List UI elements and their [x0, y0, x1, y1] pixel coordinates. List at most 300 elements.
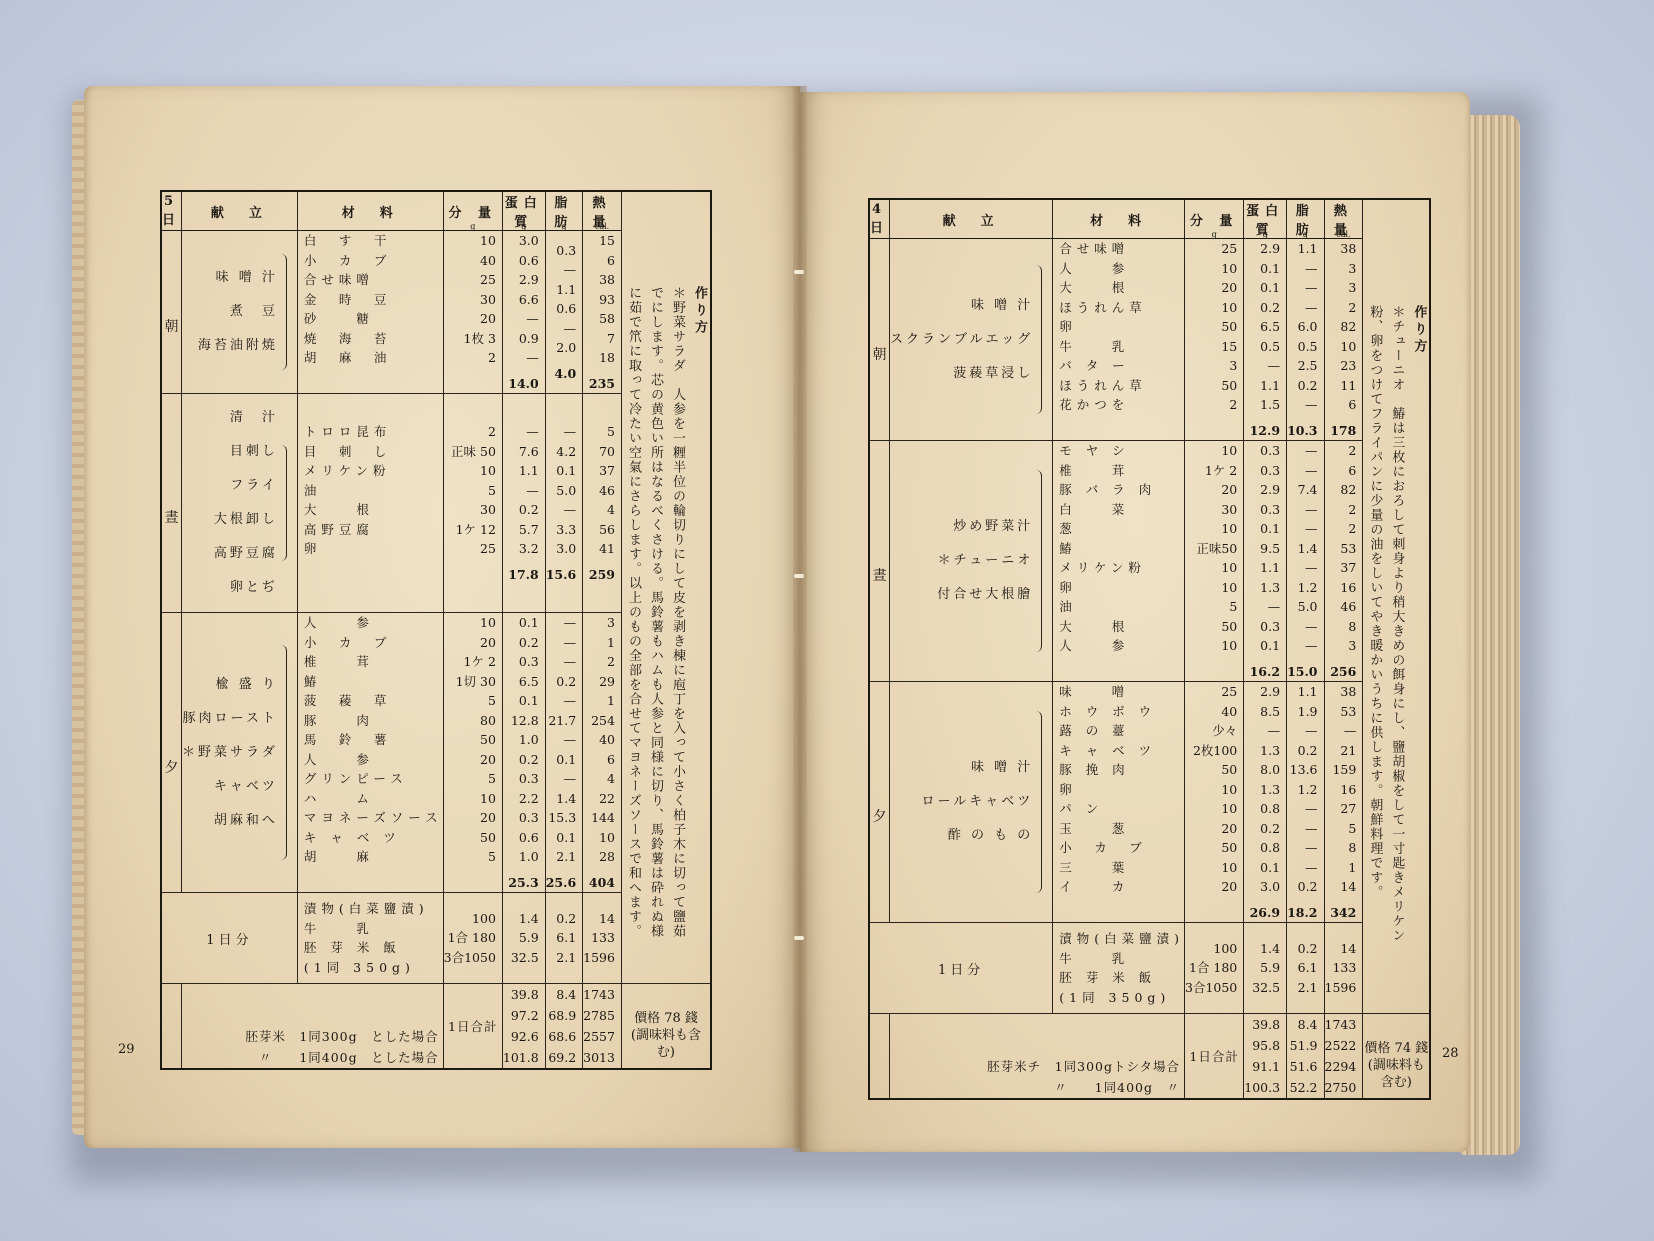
subtotal: 259: [588, 566, 615, 582]
amount-value: 10: [1221, 859, 1238, 875]
calorie-value: 159: [1332, 762, 1357, 777]
amount-value: 15: [1221, 338, 1238, 354]
dish-name: 煮 豆: [229, 304, 278, 319]
dish-name: 味 噌 汁: [970, 760, 1034, 775]
book-gutter: [793, 86, 807, 1152]
calorie-value: 1: [607, 693, 615, 708]
dish-name: 海苔油附焼: [197, 338, 278, 353]
amount-value: 5: [487, 849, 496, 864]
subtotal: 342: [1330, 904, 1357, 920]
protein-value: 2.9: [518, 272, 539, 287]
calorie-value: 144: [591, 810, 615, 825]
protein-value: 0.1: [1260, 280, 1281, 295]
ingredient: ハ ム: [303, 790, 374, 806]
calorie-value: 70: [599, 443, 615, 459]
ingredient: 砂 糖: [303, 311, 374, 326]
header-amount: 分 量 g: [1185, 199, 1244, 239]
protein-value: 7.6: [518, 443, 539, 459]
ingredient: 胡 麻 油: [303, 350, 392, 365]
daily-label: 1日分: [161, 893, 297, 984]
summary-description: 〃 1同400g 〃: [890, 1077, 1185, 1099]
right-menu-table: [868, 198, 1431, 1100]
ingredient: 油: [303, 482, 322, 498]
amount-value-column: [443, 231, 502, 394]
amount-value: 3: [1229, 358, 1238, 373]
fat-value: 1.2: [1297, 781, 1318, 797]
amount-value: 3合1050: [443, 949, 496, 965]
subtotal: 256: [1330, 663, 1357, 679]
calorie-value: 58: [599, 311, 615, 326]
ingredient: 合せ味噌: [303, 272, 374, 287]
calorie-value: 40: [599, 732, 615, 747]
fat-value: 2.0: [556, 340, 577, 356]
amount-value-column: [1185, 239, 1244, 441]
protein-value: —: [526, 424, 539, 439]
fat-value: —: [1305, 443, 1318, 458]
notes-body: ＊チューニオ 鰆は三枚におろして刺身より稍大きめの餌身にし、鹽胡椒をして一寸匙きメリケン粉、卵をつけてフライパンに少量の油をしいてやき暖かいうちに供します。朝鮮料理です。: [1367, 304, 1405, 943]
amount-value: 50: [1221, 618, 1238, 634]
amount-value: 正味50: [1196, 540, 1238, 556]
calorie-value: 38: [1340, 241, 1357, 256]
protein-value-column: [502, 394, 545, 613]
fat-value: 21.7: [548, 712, 577, 728]
brace-mark: [1036, 470, 1042, 652]
subtotal: 18.2: [1287, 904, 1318, 920]
ingredient: ホ ウ ボ ウ: [1059, 703, 1157, 719]
header-amount: 分 量 g: [443, 191, 502, 231]
protein-value: 0.3: [518, 771, 539, 786]
calories-total: 2557: [583, 1026, 622, 1047]
protein-value-column: [502, 231, 545, 394]
notes-body: ＊野菜サラダ 人参を一糎半位の輪切りにして皮を剥き棟に庖丁を入って小さく柏子木に切って鹽茹でにします。芯の黄色い所はなるべくさける。馬鈴薯もハムも人参と同様に切り、馬鈴薯は砕れぬ様に茹で笊に取って冷たい空氣にさらします。以上のもの全部を合せてマヨネーズソースで和へます。: [625, 285, 685, 939]
binding-stitch: [794, 574, 804, 578]
calorie-value: —: [1343, 723, 1357, 738]
ingredient: 人 参: [1059, 260, 1130, 276]
protein-value: 1.0: [518, 732, 539, 747]
brace-mark: [281, 254, 287, 370]
amount-value: 2枚100: [1192, 742, 1238, 758]
dish-name: 菠薐草浸し: [953, 365, 1034, 381]
fat-value: 0.3: [556, 242, 577, 258]
calorie-value: 82: [1340, 319, 1357, 334]
header-day: 4日: [869, 199, 890, 239]
summary-label: 1日合計: [1185, 1014, 1244, 1100]
amount-value: 10: [480, 463, 496, 478]
spacer: [1185, 421, 1237, 441]
protein-value: 32.5: [1252, 979, 1281, 995]
calorie-value: 3: [1348, 638, 1357, 653]
brace-mark: [1036, 265, 1042, 414]
calorie-value: 10: [599, 829, 615, 845]
subtotal: 25.3: [508, 874, 539, 890]
amount-value: 50: [1221, 377, 1238, 393]
ingredient: 油: [1059, 599, 1077, 614]
amount-value: 20: [1221, 482, 1238, 497]
calorie-value: 28: [599, 849, 615, 864]
dish-name: 付合せ大根膾: [937, 587, 1034, 602]
protein-value: 0.3: [1260, 618, 1281, 634]
protein-value: 0.1: [1260, 859, 1281, 875]
protein-value: 8.5: [1260, 703, 1281, 719]
ingredient: 小 カ ブ: [303, 252, 392, 268]
amount-value: 5: [487, 482, 496, 498]
calorie-value: 7: [607, 330, 615, 346]
calorie-value-column: [1324, 441, 1363, 682]
protein-value: 1.1: [1260, 377, 1281, 393]
amount-value: 1枚 3: [463, 330, 496, 346]
amount-value: 1ケ 2: [463, 654, 496, 669]
ingredient: 小 カ ブ: [1059, 840, 1147, 855]
summary-row: [869, 1035, 1430, 1056]
fat-value: 0.2: [556, 910, 577, 926]
fat-value: 1.9: [1297, 703, 1318, 719]
amount-value: 20: [480, 751, 496, 767]
amount-value: 10: [1221, 521, 1238, 536]
ingredient: 花かつを: [1059, 397, 1130, 412]
calorie-value: 56: [599, 521, 615, 537]
fat-total: 68.9: [545, 1005, 582, 1026]
ingredient: 漬物(白菜鹽漬): [303, 901, 429, 916]
amount-value: 少々: [1212, 723, 1238, 738]
fat-value-column: [545, 893, 582, 984]
ingredient: 目 刺 し: [303, 443, 392, 459]
calorie-value: 10: [1340, 338, 1357, 354]
fat-value: —: [1305, 521, 1318, 536]
meal-label: 晝: [869, 441, 890, 682]
calorie-value: 29: [599, 673, 615, 689]
daily-row: [869, 923, 1430, 1014]
amount-value-column: [443, 893, 502, 984]
dish-name: 清 汁: [229, 410, 278, 425]
calorie-value: 6: [607, 252, 615, 268]
calorie-value: 254: [591, 712, 615, 728]
ingredient: 三 葉: [1059, 859, 1130, 875]
protein-value: 6.5: [1260, 319, 1281, 334]
meal-label: 夕: [869, 682, 890, 923]
calorie-value: 14: [1340, 879, 1357, 894]
ingredient: 白 す 干: [303, 233, 392, 248]
ingredient-column: [297, 231, 443, 394]
calorie-value: 8: [1348, 618, 1357, 634]
protein-value-column: [1244, 239, 1287, 441]
protein-value: 0.1: [1260, 521, 1281, 536]
fat-value-column: [545, 231, 582, 394]
calorie-value: 21: [1340, 742, 1357, 758]
calorie-value: 4: [607, 771, 615, 786]
summary-description: [182, 984, 444, 1006]
ingredient: 小 カ ブ: [303, 634, 392, 650]
ingredient: 牛 乳: [303, 920, 374, 936]
amount-value: 5: [487, 771, 496, 786]
spacer: [444, 873, 496, 893]
amount-value: 1ケ 12: [455, 521, 496, 537]
calorie-value: 3: [1348, 260, 1357, 276]
fat-value: —: [1305, 840, 1318, 855]
amount-value: 20: [480, 810, 496, 825]
fat-value: 2.1: [1297, 979, 1318, 995]
calorie-value: 6: [607, 751, 615, 767]
fat-value: —: [1305, 723, 1318, 738]
calories-total: 2522: [1324, 1035, 1363, 1056]
calorie-value-column: [583, 613, 622, 893]
spacer: [304, 374, 443, 394]
amount-value-column: [1185, 682, 1244, 923]
protein-value: 0.3: [518, 654, 539, 669]
amount-value: 10: [1221, 579, 1238, 595]
notes-title: 作り方: [691, 285, 707, 337]
binding-stitch: [794, 936, 804, 940]
dish-name: 味 噌 汁: [215, 270, 278, 285]
amount-value: 5: [487, 693, 496, 708]
fat-value-column: [1287, 441, 1324, 682]
header-calories: 熱 量 cal.: [583, 191, 622, 231]
ingredient: 合せ味噌: [1059, 241, 1130, 256]
protein-value: 9.5: [1260, 540, 1281, 556]
ingredient-column: [1053, 923, 1185, 1014]
protein-value: 0.9: [518, 330, 539, 346]
dish-name: 豚肉ロースト: [182, 710, 278, 726]
amount-value: 2: [487, 350, 496, 365]
protein-total: 39.8: [502, 984, 545, 1006]
fat-value: —: [563, 654, 577, 669]
meal-row: [869, 682, 1430, 923]
fat-value: 7.4: [1297, 482, 1318, 497]
ingredient: ほうれん草: [1059, 299, 1147, 315]
meal-label: 晝: [161, 394, 182, 613]
ingredient: モ ヤ シ: [1059, 443, 1130, 458]
calorie-value: 41: [599, 541, 615, 556]
protein-value: 1.4: [518, 910, 539, 926]
dish-list: [182, 231, 298, 394]
ingredient: 胚 芽 米 飯: [303, 940, 401, 955]
fat-value: 0.2: [1297, 940, 1318, 956]
calorie-value: 6: [1348, 397, 1357, 412]
protein-value: 0.1: [1260, 260, 1281, 276]
ingredient: 高野豆腐: [303, 521, 374, 537]
ingredient: 鰆: [1059, 540, 1077, 556]
fat-value: 1.4: [1297, 540, 1318, 556]
daily-label: 1日分: [869, 923, 1053, 1014]
amount-value: 20: [1221, 879, 1238, 894]
protein-value: 0.6: [518, 252, 539, 268]
fat-value-column: [1287, 923, 1324, 1014]
protein-value: —: [526, 311, 539, 326]
amount-value: 10: [1221, 260, 1238, 276]
dish-name: 高野豆腐: [213, 546, 278, 561]
spacer: [1185, 903, 1237, 923]
subtotal: 235: [588, 375, 615, 391]
amount-value: 20: [480, 634, 496, 650]
fat-value: 1.1: [1297, 684, 1318, 699]
protein-total: 91.1: [1244, 1056, 1287, 1077]
fat-value: 0.2: [1297, 742, 1318, 758]
fat-value: —: [563, 693, 577, 708]
dish-name: 炒め野菜汁: [953, 519, 1034, 534]
subtotal: 25.6: [545, 874, 577, 890]
protein-value: 0.2: [518, 502, 539, 517]
calorie-value-column: [1324, 923, 1363, 1014]
dish-name: 目刺し: [229, 444, 278, 459]
dish-list: [890, 441, 1053, 682]
fat-total: 69.2: [545, 1047, 582, 1069]
cooking-notes: [621, 231, 711, 984]
protein-value: 0.8: [1260, 801, 1281, 816]
ingredient: 金 時 豆: [303, 291, 392, 307]
calorie-value: 4: [607, 502, 615, 517]
fat-value: 0.1: [556, 751, 577, 767]
protein-value: 1.4: [1260, 940, 1281, 956]
amount-value: 10: [1221, 638, 1238, 653]
calorie-value: 3: [607, 615, 615, 630]
amount-value-column: [1185, 923, 1244, 1014]
ingredient: マヨネーズソース: [303, 810, 443, 825]
protein-value: 0.3: [1260, 443, 1281, 458]
protein-value: 5.9: [518, 930, 539, 946]
ingredient: 豚 バ ラ 肉: [1059, 482, 1157, 497]
ingredient-column: [1053, 682, 1185, 923]
dish-name: 酢 の も の: [947, 828, 1034, 843]
fat-value: —: [1305, 260, 1318, 276]
summary-row: [869, 1077, 1430, 1099]
amount-value: 正味 50: [451, 443, 496, 459]
amount-value: 10: [1221, 560, 1238, 575]
summary-blank: [161, 984, 182, 1070]
ingredient-column: [1053, 441, 1185, 682]
dish-name: ロールキャベツ: [921, 794, 1034, 809]
amount-value: 10: [480, 615, 496, 630]
amount-value: 3合1050: [1185, 979, 1238, 995]
protein-value: 0.2: [518, 751, 539, 767]
amount-value: 1切 30: [455, 673, 496, 689]
dish-list: [182, 394, 298, 613]
protein-value: 2.9: [1260, 684, 1281, 699]
protein-value: 0.3: [1260, 462, 1281, 478]
ingredient: (1同 350g): [1059, 989, 1171, 1005]
spacer: [304, 873, 443, 893]
summary-description: 〃 1同400g とした場合: [182, 1047, 444, 1069]
ingredient: 豚 挽 肉: [1059, 762, 1130, 777]
summary-blank: [869, 1014, 890, 1100]
fat-value: —: [563, 262, 577, 278]
amount-value: 10: [1221, 801, 1238, 816]
protein-value-column: [502, 613, 545, 893]
dish-name: 大根卸し: [213, 512, 278, 527]
summary-row: [869, 1056, 1430, 1077]
ingredient: トロロ昆布: [303, 424, 392, 439]
calorie-value: 1596: [583, 949, 615, 965]
header-ingredient: 材 料: [297, 191, 443, 231]
fat-value: 13.6: [1289, 762, 1318, 777]
ingredient: 白 菜: [1059, 501, 1130, 517]
calorie-value: 53: [1340, 703, 1357, 719]
protein-value: 0.1: [518, 693, 539, 708]
ingredient: 胚 芽 米 飯: [1059, 970, 1157, 985]
calorie-value: 2: [1348, 501, 1357, 517]
ingredient: 人 参: [303, 751, 374, 767]
ingredient-column: [297, 394, 443, 613]
fat-value-column: [1287, 239, 1324, 441]
calorie-value: 18: [599, 350, 615, 365]
ingredient: 卵: [1059, 781, 1077, 797]
calories-total: 1743: [583, 984, 622, 1006]
amount-value: 2: [1229, 397, 1238, 412]
notes-column: [1363, 199, 1431, 239]
ingredient: メリケン粉: [303, 463, 391, 478]
calorie-value: 46: [599, 482, 615, 498]
ingredient: 鰆: [303, 673, 322, 689]
subtotal: 4.0: [554, 365, 577, 381]
fat-value: —: [563, 424, 577, 439]
subtotal: 14.0: [508, 375, 539, 391]
amount-value: 50: [1221, 762, 1238, 777]
protein-value-column: [502, 893, 545, 984]
dish-name: ＊チューニオ: [937, 553, 1034, 568]
calories-total: 3013: [583, 1047, 622, 1069]
header-dish: 献 立: [890, 199, 1053, 239]
protein-value: 2.9: [1260, 241, 1281, 256]
protein-value: 6.5: [518, 673, 539, 689]
spacer: [1059, 421, 1184, 441]
calorie-value: 5: [1348, 820, 1357, 836]
meal-label: 朝: [161, 231, 182, 394]
price-label: 價格 78 錢: [634, 1011, 698, 1026]
protein-value: 5.9: [1260, 960, 1281, 976]
amount-value: 20: [480, 311, 496, 326]
calorie-value-column: [583, 231, 622, 394]
protein-value: 0.2: [1260, 299, 1281, 315]
fat-value: 0.2: [556, 673, 577, 689]
amount-value: 30: [480, 291, 496, 307]
subtotal: 12.9: [1249, 422, 1281, 438]
summary-row: [161, 984, 711, 1006]
fat-value: 1.4: [556, 790, 577, 806]
binding-stitch: [794, 270, 804, 274]
fat-value: —: [1305, 801, 1318, 816]
protein-value: —: [526, 350, 539, 365]
protein-value: 8.0: [1260, 762, 1281, 777]
calorie-value: 38: [1340, 684, 1357, 699]
summary-label: 1日合計: [443, 984, 502, 1070]
spacer: [444, 374, 496, 394]
fat-value: 0.2: [1297, 377, 1318, 393]
ingredient: 卵: [1059, 319, 1077, 334]
dish-name: 卵とぢ: [229, 580, 278, 595]
fat-value: —: [1305, 462, 1318, 478]
subtotal: 15.0: [1287, 663, 1318, 679]
summary-description: [182, 1005, 444, 1026]
calorie-value: 6: [1348, 462, 1357, 478]
fat-value: 5.0: [1297, 599, 1318, 614]
amount-value: 25: [480, 272, 496, 287]
protein-value: 0.2: [1260, 820, 1281, 836]
spacer: [304, 565, 443, 585]
ingredient: キ ャ ベ ツ: [303, 829, 401, 845]
fat-value: 3.0: [556, 541, 577, 556]
protein-total: 97.2: [502, 1005, 545, 1026]
ingredient: パ ン: [1059, 801, 1104, 816]
protein-value: 1.3: [1260, 781, 1281, 797]
price-note: (調味料も含む): [630, 1028, 701, 1060]
ingredient: キ ャ ベ ツ: [1059, 742, 1157, 758]
spacer: [1185, 662, 1237, 682]
summary-description: [890, 1035, 1185, 1056]
dish-name: 胡麻和へ: [213, 812, 278, 828]
calories-total: 2294: [1324, 1056, 1363, 1077]
page-number: 29: [118, 1042, 135, 1057]
fat-value: 6.1: [556, 930, 577, 946]
amount-value: 40: [1221, 703, 1238, 719]
fat-value: —: [563, 502, 577, 517]
